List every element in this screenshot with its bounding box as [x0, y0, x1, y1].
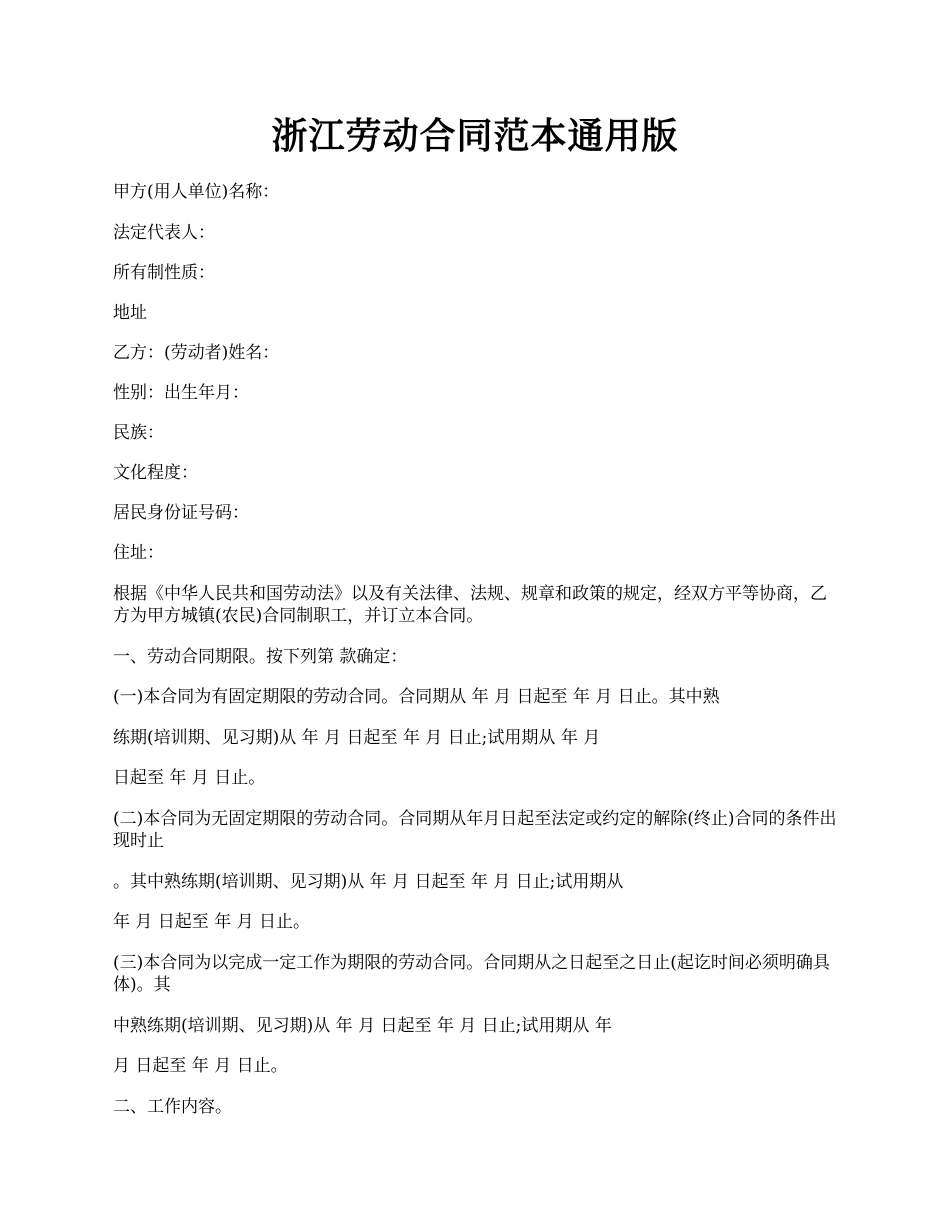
party-a-name-field: 甲方(用人单位)名称： — [113, 182, 280, 202]
party-b-name-field: 乙方：(劳动者)姓名： — [113, 343, 280, 363]
clause-1-1-line-1: (一)本合同为有固定期限的劳动合同。合同期从 年 月 日起至 年 月 日止。其中熟 — [113, 687, 720, 707]
clause-1-3-line-3: 月 日起至 年 月 日止。 — [113, 1056, 288, 1076]
clause-1-1-line-2: 练期(培训期、见习期)从 年 月 日起至 年 月 日止;试用期从 年 月 — [113, 728, 601, 748]
section-2-heading: 二、工作内容。 — [113, 1097, 232, 1117]
clause-1-2-line-1: (二)本合同为无固定期限的劳动合同。合同期从年月日起至法定或约定的解除(终止)合同的条件出现时止 — [113, 809, 837, 851]
clause-1-2-line-2: 。其中熟练期(培训期、见习期)从 年 月 日起至 年 月 日止;试用期从 — [113, 872, 624, 892]
education-field: 文化程度： — [113, 463, 198, 483]
gender-birthdate-field: 性别：出生年月： — [113, 383, 249, 403]
clause-1-2-line-3: 年 月 日起至 年 月 日止。 — [113, 912, 311, 932]
residence-field: 住址： — [113, 543, 164, 563]
clause-1-3-line-1: (三)本合同为以完成一定工作为期限的劳动合同。合同期从之日起至之日止(起讫时间必须明确具体)。其 — [113, 953, 830, 995]
preamble-paragraph: 根据《中华人民共和国劳动法》以及有关法律、法规、规章和政策的规定，经双方平等协商，乙方为甲方城镇(农民)合同制职工，并订立本合同。 — [113, 584, 827, 626]
ethnicity-field: 民族： — [113, 423, 164, 443]
id-number-field: 居民身份证号码： — [113, 503, 249, 523]
section-1-heading: 一、劳动合同期限。按下列第 款确定： — [113, 647, 408, 667]
ownership-type-field: 所有制性质： — [113, 263, 215, 283]
legal-representative-field: 法定代表人： — [113, 223, 215, 243]
clause-1-1-line-3: 日起至 年 月 日止。 — [113, 768, 266, 788]
address-field: 地址 — [113, 303, 147, 323]
clause-1-3-line-2: 中熟练期(培训期、见习期)从 年 月 日起至 年 月 日止;试用期从 年 — [113, 1016, 612, 1036]
document-title: 浙江劳动合同范本通用版 — [271, 115, 679, 157]
